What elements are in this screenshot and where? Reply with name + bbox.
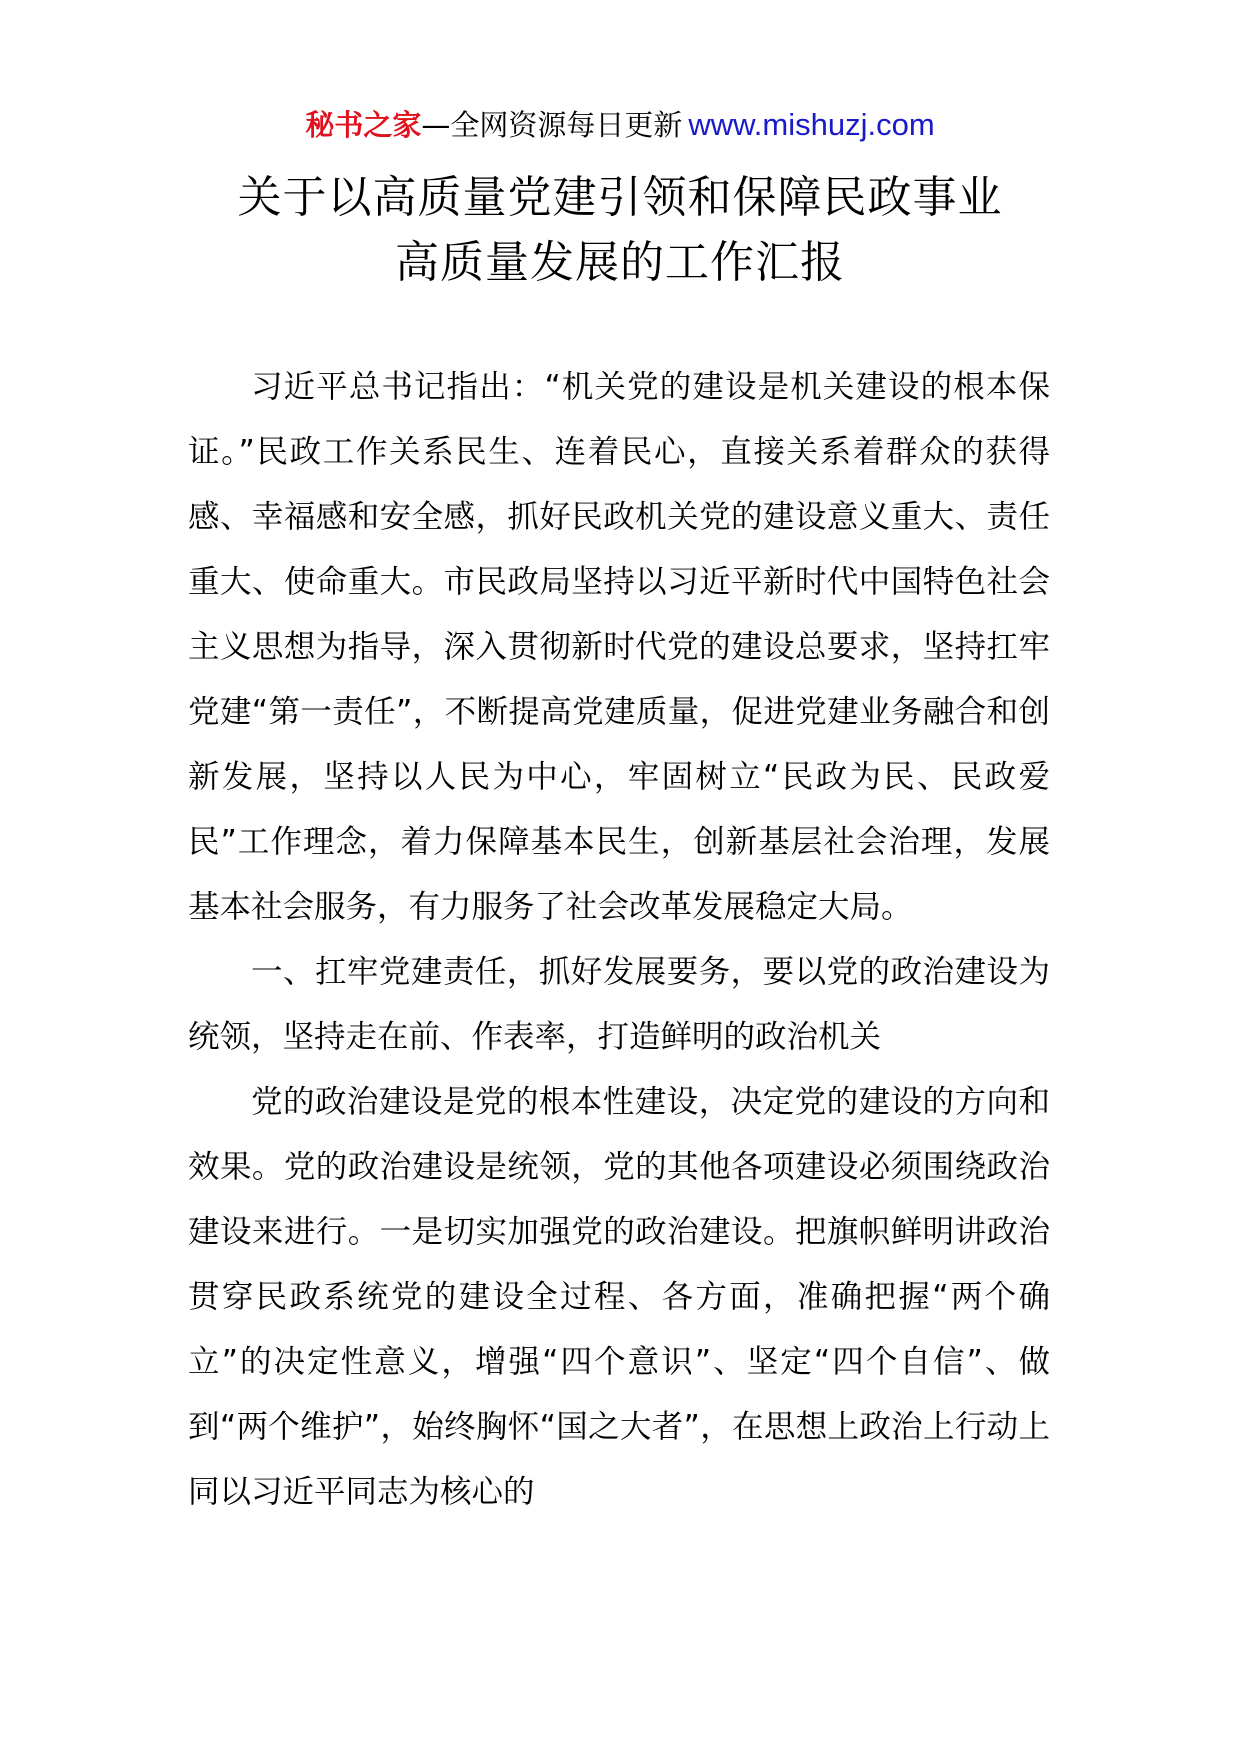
site-url-link[interactable]: www.mishuzj.com [688,107,935,142]
title-line-1: 关于以高质量党建引领和保障民政事业 [237,172,1003,223]
document-body [188,355,1050,1525]
body-paragraph-section-1: 党的政治建设是党的根本性建设，决定党的建设的方向和效果。党的政治建设是统领，党的其他各项建设必须围绕政治建设来进行。一是切实加强党的政治建设。把旗帜鲜明讲政治贯穿民政系统党的建设全过程、各方面，准确把握“两个确立”的决定性意义，增强“四个意识”、坚定“四个自信”、做到“两个维护”，始终胸怀“国之大者”，在思想上政治上行动上同以习近平同志为核心的 [188,1084,1050,1510]
brand-name: 秘书之家 [305,108,422,142]
header-tagline: —全网资源每日更新 [421,108,683,142]
title-line-2: 高质量发展的工作汇报 [395,237,845,288]
site-header [0,100,1240,150]
document-title [0,165,1240,295]
body-paragraph-intro: 习近平总书记指出：“机关党的建设是机关建设的根本保证。”民政工作关系民生、连着民心，直接关系着群众的获得感、幸福感和安全感，抓好民政机关党的建设意义重大、责任重大、使命重大。市民政局坚持以习近平新时代中国特色社会主义思想为指导，深入贯彻新时代党的建设总要求，坚持扛牢党建“第一责任”，不断提高党建质量，促进党建业务融合和创新发展，坚持以人民为中心，牢固树立“民政为民、民政爱民”工作理念，着力保障基本民生，创新基层社会治理，发展基本社会服务，有力服务了社会改革发展稳定大局。 [188,369,1050,925]
section-heading-1: 一、扛牢党建责任，抓好发展要务，要以党的政治建设为统领，坚持走在前、作表率，打造鲜明的政治机关 [188,954,1050,1055]
